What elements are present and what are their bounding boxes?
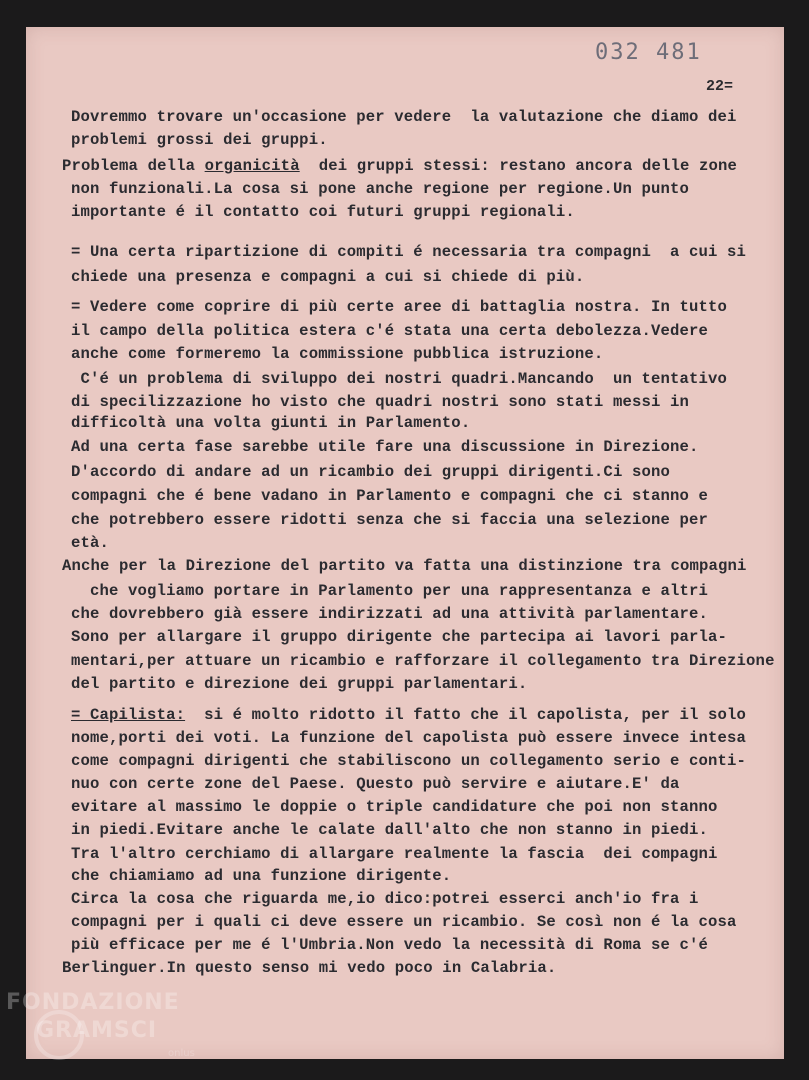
text-line: il campo della politica estera c'é stata una certa debolezza.Vedere <box>71 322 709 340</box>
text-line: Ad una certa fase sarebbe utile fare una discussione in Direzione. <box>71 438 699 456</box>
text-line: = Una certa ripartizione di compiti é necessaria tra compagni a cui si <box>71 243 747 261</box>
text-line: difficoltà una volta giunti in Parlamento. <box>71 414 471 432</box>
text-line: nuo con certe zone del Paese. Questo può servire e aiutare.E' da <box>71 775 680 793</box>
text-line: compagni per i quali ci deve essere un ricambio. Se così non é la cosa <box>71 913 737 931</box>
text-line: che vogliamo portare in Parlamento per una rappresentanza e altri <box>71 582 709 600</box>
text-line: che chiamiamo ad una funzione dirigente. <box>71 867 452 885</box>
text-line: Sono per allargare il gruppo dirigente che partecipa ai lavori parla- <box>71 628 728 646</box>
watermark-line1: FONDAZIONE <box>6 990 180 1015</box>
page-number: 22= <box>706 78 734 95</box>
text-line: Berlinguer.In questo senso mi vedo poco in Calabria. <box>62 959 557 977</box>
archive-reference-number: 032 481 <box>595 40 702 65</box>
text-line: che dovrebbero già essere indirizzati ad una attività parlamentare. <box>71 605 709 623</box>
text-line: di specilizzazione ho visto che quadri nostri sono stati messi in <box>71 393 690 411</box>
text-line: Dovremmo trovare un'occasione per vedere la valutazione che diamo dei <box>71 108 737 126</box>
text-line: non funzionali.La cosa si pone anche regione per regione.Un punto <box>71 180 690 198</box>
text-line: D'accordo di andare ad un ricambio dei gruppi dirigenti.Ci sono <box>71 463 670 481</box>
text-line: compagni che é bene vadano in Parlamento e compagni che ci stanno e <box>71 487 709 505</box>
text-line: Anche per la Direzione del partito va fatta una distinzione tra compagni <box>62 557 747 575</box>
text-line: problemi grossi dei gruppi. <box>71 131 328 149</box>
text-line: nome,porti dei voti. La funzione del capolista può essere invece intesa <box>71 729 747 747</box>
text-line: = Vedere come coprire di più certe aree di battaglia nostra. In tutto <box>71 298 728 316</box>
text-line: evitare al massimo le doppie o triple candidature che poi non stanno <box>71 798 718 816</box>
text-line: importante é il contatto coi futuri gruppi regionali. <box>71 203 575 221</box>
text-line: anche come formeremo la commissione pubblica istruzione. <box>71 345 604 363</box>
text-line: età. <box>71 534 110 552</box>
text-line: più efficace per me é l'Umbria.Non vedo la necessità di Roma se c'é <box>71 936 709 954</box>
watermark-line3: onlus <box>168 1048 195 1059</box>
text-line: che potrebbero essere ridotti senza che si faccia una selezione per <box>71 511 709 529</box>
text-line: chiede una presenza e compagni a cui si chiede di più. <box>71 268 585 286</box>
text-line: come compagni dirigenti che stabiliscono un collegamento serio e conti- <box>71 752 747 770</box>
text-line: = Capilista: si é molto ridotto il fatto che il capolista, per il solo <box>71 706 747 724</box>
text-line: del partito e direzione dei gruppi parlamentari. <box>71 675 528 693</box>
text-line: Problema della organicità dei gruppi stessi: restano ancora delle zone <box>62 157 738 175</box>
text-line: Circa la cosa che riguarda me,io dico:potrei esserci anch'io fra i <box>71 890 699 908</box>
text-line: in piedi.Evitare anche le calate dall'alto che non stanno in piedi. <box>71 821 709 839</box>
watermark-line2: GRAMSCI <box>36 1018 158 1043</box>
text-line: mentari,per attuare un ricambio e rafforzare il collegamento tra Direzione <box>71 652 775 670</box>
text-line: Tra l'altro cerchiamo di allargare realmente la fascia dei compagni <box>71 845 718 863</box>
text-line: C'é un problema di sviluppo dei nostri quadri.Mancando un tentativo <box>71 370 728 388</box>
